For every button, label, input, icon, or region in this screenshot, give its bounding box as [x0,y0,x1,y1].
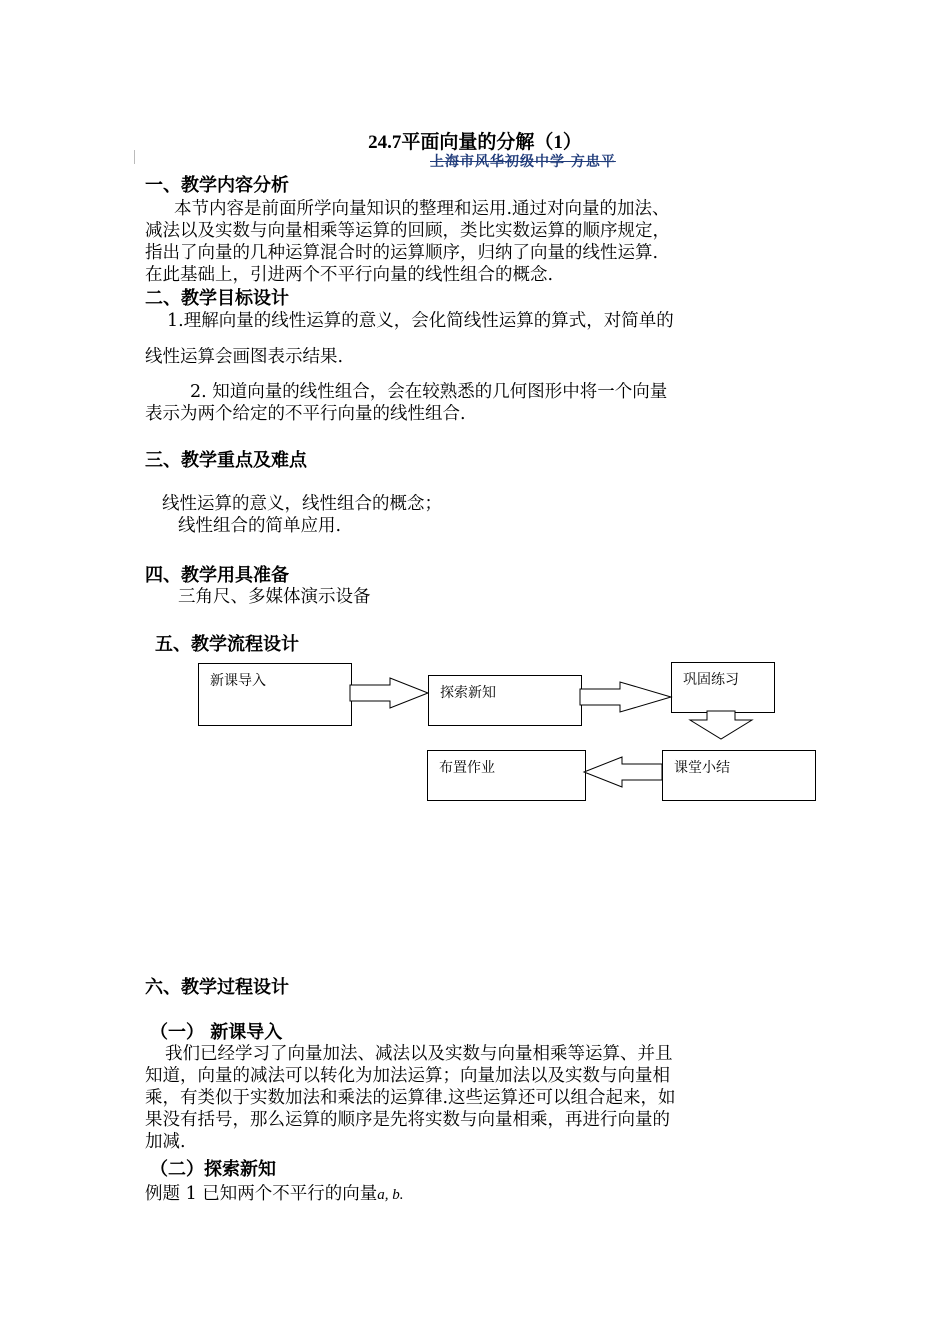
key-point-line: 线性运算的意义，线性组合的概念； [162,494,442,514]
subsection-heading-1: （一） 新课导入 [150,1022,283,1043]
paragraph-line: 我们已经学习了向量加法、减法以及实数与向量相乘等运算、并且 [165,1044,673,1064]
paragraph-line: 在此基础上，引进两个不平行向量的线性组合的概念. [145,265,554,285]
section-heading-6: 六、教学过程设计 [145,977,289,998]
subsection-heading-2: （二）探索新知 [150,1159,276,1180]
flow-label: 新课导入 [210,673,266,689]
tools-line: 三角尺、多媒体演示设备 [178,587,371,607]
goal-line: 1.理解向量的线性运算的意义，会化简线性运算的算式，对简单的 [167,311,674,331]
paragraph-line: 果没有括号，那么运算的顺序是先将实数与向量相乘，再进行向量的 [145,1110,670,1130]
flow-label: 课堂小结 [674,760,730,776]
right-arrow-icon [350,678,428,708]
paragraph-line: 指出了向量的几种运算混合时的运算顺序，归纳了向量的线性运算. [145,243,659,263]
paragraph-line: 减法以及实数与向量相乘等运算的回顾，类比实数运算的顺序规定， [145,221,670,241]
goal-line: 2. 知道向量的线性组合，会在较熟悉的几何图形中将一个向量 [190,382,668,402]
example-text: 例题 1 已知两个不平行的向量 [145,1184,378,1204]
flow-label: 探索新知 [440,685,496,701]
section-heading-5: 五、教学流程设计 [155,634,299,655]
left-arrow-icon [584,757,662,787]
goal-line: 表示为两个给定的不平行向量的线性组合. [145,404,466,424]
paragraph-line: 加减. [145,1132,186,1152]
section-heading-4: 四、教学用具准备 [145,565,289,586]
flow-label: 巩固练习 [683,672,739,688]
paragraph-line: 本节内容是前面所学向量知识的整理和运用.通过对向量的加法、 [174,199,670,219]
right-arrow-icon [580,682,671,712]
paragraph-line: 乘，有类似于实数加法和乘法的运算律.这些运算还可以组合起来，如 [145,1088,676,1108]
section-heading-2: 二、教学目标设计 [145,288,289,309]
down-arrow-icon [690,711,752,739]
paragraph-line: 知道，向量的减法可以转化为加法运算；向量加法以及实数与向量相 [145,1066,670,1086]
document-title: 24.7平面向量的分解（1） [368,132,582,153]
section-heading-1: 一、教学内容分析 [145,175,289,196]
flow-label: 布置作业 [439,760,495,776]
goal-line: 线性运算会画图表示结果. [145,347,344,367]
example-vectors: a, b. [377,1187,404,1203]
author-line: 上海市风华初级中学 方忠平 [430,154,616,170]
example-line [145,1180,404,1205]
key-point-line: 线性组合的简单应用. [178,516,342,536]
section-heading-3: 三、教学重点及难点 [145,450,307,471]
